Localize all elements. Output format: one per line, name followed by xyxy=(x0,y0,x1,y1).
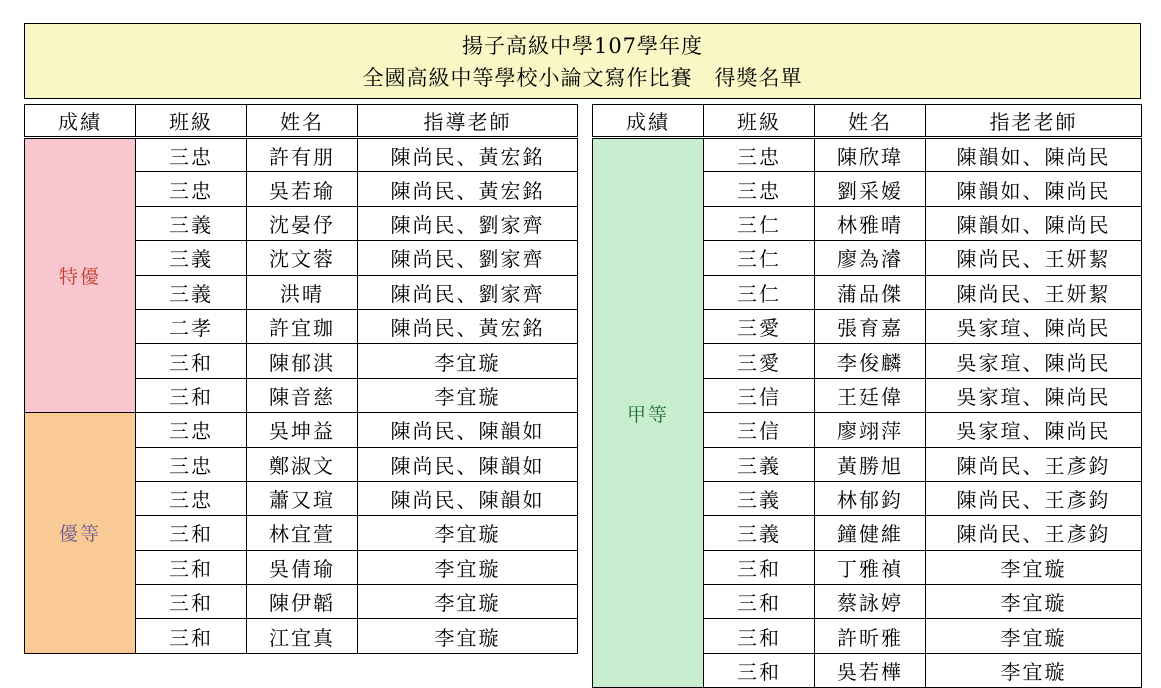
class-cell: 三義 xyxy=(136,206,247,240)
header-grade: 成績 xyxy=(593,105,704,138)
student-name-cell: 鄭淑文 xyxy=(247,447,358,481)
header-class: 班級 xyxy=(136,105,247,138)
class-cell: 二孝 xyxy=(136,309,247,343)
advisor-cell: 吳家瑄、陳尚民 xyxy=(926,378,1142,412)
class-cell: 三信 xyxy=(704,378,815,412)
student-name-cell: 洪晴 xyxy=(247,275,358,309)
student-name-cell: 吳若瑜 xyxy=(247,172,358,206)
class-cell: 三和 xyxy=(136,516,247,550)
advisor-cell: 陳尚民、陳韻如 xyxy=(358,447,578,481)
class-cell: 三忠 xyxy=(136,481,247,515)
student-name-cell: 許昕雅 xyxy=(815,619,926,653)
student-name-cell: 廖翊萍 xyxy=(815,413,926,447)
advisor-cell: 李宜璇 xyxy=(358,378,578,412)
advisor-cell: 陳尚民、陳韻如 xyxy=(358,481,578,515)
table-row xyxy=(593,138,1142,172)
table-row xyxy=(25,138,578,172)
class-cell: 三忠 xyxy=(136,138,247,172)
student-name-cell: 吳坤益 xyxy=(247,413,358,447)
advisor-cell: 陳尚民、黃宏銘 xyxy=(358,309,578,343)
student-name-cell: 李俊麟 xyxy=(815,344,926,378)
advisor-cell: 李宜璇 xyxy=(358,344,578,378)
student-name-cell: 蕭又瑄 xyxy=(247,481,358,515)
student-name-cell: 張育嘉 xyxy=(815,309,926,343)
student-name-cell: 林郁鈞 xyxy=(815,481,926,515)
grade-cell: 特優 xyxy=(25,138,136,413)
class-cell: 三忠 xyxy=(136,447,247,481)
table-row xyxy=(25,413,578,447)
class-cell: 三仁 xyxy=(704,275,815,309)
class-cell: 三忠 xyxy=(136,413,247,447)
student-name-cell: 蒲品傑 xyxy=(815,275,926,309)
class-cell: 三和 xyxy=(136,550,247,584)
school-year-title: 揚子高級中學107學年度 xyxy=(461,34,704,58)
class-cell: 三和 xyxy=(136,378,247,412)
advisor-cell: 李宜璇 xyxy=(926,653,1142,687)
advisor-cell: 陳尚民、劉家齊 xyxy=(358,241,578,275)
student-name-cell: 陳郁淇 xyxy=(247,344,358,378)
advisor-cell: 李宜璇 xyxy=(926,619,1142,653)
advisor-cell: 吳家瑄、陳尚民 xyxy=(926,344,1142,378)
student-name-cell: 王廷偉 xyxy=(815,378,926,412)
table-header-row xyxy=(593,105,1142,138)
advisor-cell: 李宜璇 xyxy=(358,516,578,550)
advisor-cell: 陳尚民、王妍絜 xyxy=(926,275,1142,309)
advisor-cell: 李宜璇 xyxy=(926,585,1142,619)
advisor-cell: 陳尚民、劉家齊 xyxy=(358,275,578,309)
header-grade: 成績 xyxy=(25,105,136,138)
student-name-cell: 許宜珈 xyxy=(247,309,358,343)
student-name-cell: 陳伊韜 xyxy=(247,585,358,619)
advisor-cell: 李宜璇 xyxy=(358,619,578,653)
student-name-cell: 林雅晴 xyxy=(815,206,926,240)
student-name-cell: 黃勝旭 xyxy=(815,447,926,481)
table-header-row xyxy=(25,105,578,138)
advisor-cell: 陳韻如、陳尚民 xyxy=(926,138,1142,172)
advisor-cell: 陳韻如、陳尚民 xyxy=(926,172,1142,206)
left-award-table xyxy=(24,104,578,654)
advisor-cell: 陳尚民、王妍絜 xyxy=(926,241,1142,275)
advisor-cell: 陳韻如、陳尚民 xyxy=(926,206,1142,240)
student-name-cell: 許有朋 xyxy=(247,138,358,172)
class-cell: 三和 xyxy=(704,619,815,653)
header-name: 姓名 xyxy=(247,105,358,138)
class-cell: 三義 xyxy=(704,447,815,481)
grade-cell: 甲等 xyxy=(593,138,704,688)
class-cell: 三和 xyxy=(704,550,815,584)
grade-cell: 優等 xyxy=(25,413,136,654)
class-cell: 三仁 xyxy=(704,206,815,240)
class-cell: 三忠 xyxy=(704,172,815,206)
student-name-cell: 劉采嫒 xyxy=(815,172,926,206)
class-cell: 三義 xyxy=(136,241,247,275)
student-name-cell: 江宜真 xyxy=(247,619,358,653)
class-cell: 三和 xyxy=(704,653,815,687)
advisor-cell: 李宜璇 xyxy=(926,550,1142,584)
award-list-header xyxy=(24,23,1141,99)
advisor-cell: 吳家瑄、陳尚民 xyxy=(926,413,1142,447)
student-name-cell: 廖為濬 xyxy=(815,241,926,275)
student-name-cell: 陳音慈 xyxy=(247,378,358,412)
student-name-cell: 丁雅禎 xyxy=(815,550,926,584)
class-cell: 三仁 xyxy=(704,241,815,275)
class-cell: 三忠 xyxy=(136,172,247,206)
competition-title: 全國高級中等學校小論文寫作比賽 得獎名單 xyxy=(362,66,803,90)
advisor-cell: 陳尚民、王彥鈞 xyxy=(926,481,1142,515)
class-cell: 三忠 xyxy=(704,138,815,172)
student-name-cell: 吳若樺 xyxy=(815,653,926,687)
student-name-cell: 沈晏伃 xyxy=(247,206,358,240)
student-name-cell: 沈文蓉 xyxy=(247,241,358,275)
header-class: 班級 xyxy=(704,105,815,138)
class-cell: 三和 xyxy=(136,585,247,619)
student-name-cell: 林宜萱 xyxy=(247,516,358,550)
student-name-cell: 蔡詠婷 xyxy=(815,585,926,619)
header-advisor: 指導老師 xyxy=(358,105,578,138)
advisor-cell: 李宜璇 xyxy=(358,585,578,619)
class-cell: 三義 xyxy=(704,516,815,550)
advisor-cell: 陳尚民、王彥鈞 xyxy=(926,447,1142,481)
header-advisor: 指老老師 xyxy=(926,105,1142,138)
student-name-cell: 吳倩瑜 xyxy=(247,550,358,584)
class-cell: 三和 xyxy=(136,619,247,653)
student-name-cell: 陳欣瑋 xyxy=(815,138,926,172)
advisor-cell: 陳尚民、陳韻如 xyxy=(358,413,578,447)
class-cell: 三義 xyxy=(704,481,815,515)
student-name-cell: 鐘健維 xyxy=(815,516,926,550)
class-cell: 三信 xyxy=(704,413,815,447)
advisor-cell: 吳家瑄、陳尚民 xyxy=(926,309,1142,343)
right-award-table xyxy=(592,104,1142,688)
advisor-cell: 陳尚民、王彥鈞 xyxy=(926,516,1142,550)
class-cell: 三愛 xyxy=(704,344,815,378)
header-name: 姓名 xyxy=(815,105,926,138)
advisor-cell: 陳尚民、劉家齊 xyxy=(358,206,578,240)
advisor-cell: 陳尚民、黃宏銘 xyxy=(358,138,578,172)
class-cell: 三和 xyxy=(704,585,815,619)
class-cell: 三義 xyxy=(136,275,247,309)
class-cell: 三和 xyxy=(136,344,247,378)
advisor-cell: 陳尚民、黃宏銘 xyxy=(358,172,578,206)
class-cell: 三愛 xyxy=(704,309,815,343)
advisor-cell: 李宜璇 xyxy=(358,550,578,584)
